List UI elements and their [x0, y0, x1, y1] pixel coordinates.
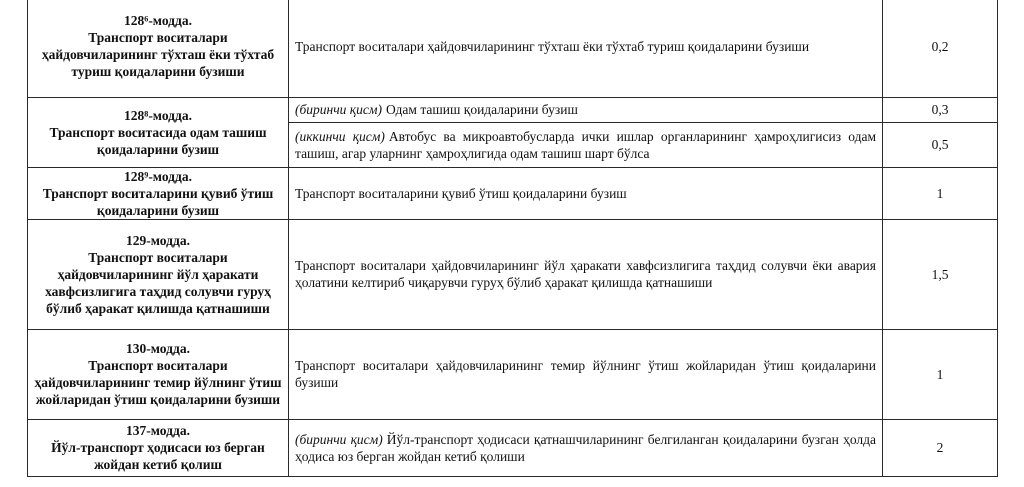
- article-name: Транспорт воситасида одам ташиш қоидаларини бузиш: [49, 124, 267, 157]
- description-text: Транспорт воситалари ҳайдовчиларининг тўхташ ёки тўхтаб туриш қоидаларини бузиши: [295, 38, 810, 54]
- table-row: [28, 419, 998, 476]
- table-row: [28, 0, 998, 97]
- description-text: Транспорт воситалари ҳайдовчиларининг темир йўлнинг ўтиш жойларидан ўтиш қоидаларини бузиши: [295, 358, 876, 390]
- coefficient-cell: [883, 219, 998, 329]
- article-title: 128⁹-модда.: [124, 168, 192, 184]
- coefficient-cell: [883, 419, 998, 476]
- article-name: Транспорт воситалари ҳайдовчиларининг темир йўлнинг ўтиш жойларидан ўтиш қоидаларини бузиши: [34, 358, 282, 407]
- table-row: [28, 329, 998, 419]
- description-text: Автобус ва микроавтобусларда ички ишлар органларининг ҳамроҳлигисиз одам ташиш, агар уларнинг ҳамроҳлигида одам ташиш шарт бўлса: [295, 128, 876, 161]
- article-title: 130-модда.: [126, 341, 190, 356]
- table-row: [28, 219, 998, 329]
- coefficient-value: 2: [936, 440, 944, 455]
- coefficient-cell: [883, 122, 998, 167]
- article-name: Транспорт воситалари ҳайдовчиларининг йўл ҳаракати хавфсизлигига таҳдид солувчи гуруҳ бўлиб ҳаракат қилишда қатнашиши: [45, 249, 271, 316]
- article-cell: [28, 219, 289, 329]
- coefficient-cell: [883, 97, 998, 122]
- article-title: 128⁶-модда.: [124, 13, 192, 29]
- coefficient-value: 0,2: [931, 38, 949, 54]
- description-cell: [289, 167, 883, 219]
- part-label: (биринчи қисм): [295, 102, 382, 117]
- article-cell: [28, 419, 289, 476]
- table-row: [28, 167, 998, 219]
- coefficient-value: 1: [936, 185, 944, 201]
- description-text: Йўл-транспорт ҳодисаси қатнашчиларининг белгиланган қоидаларини бузган ҳолда ҳодиса юз берган жойдан кетиб қолиши: [295, 431, 876, 464]
- coefficient-value: 0,5: [931, 137, 949, 152]
- article-cell: [28, 329, 289, 419]
- part-label: (биринчи қисм): [295, 431, 383, 447]
- description-cell: [289, 97, 883, 122]
- part-label: (иккинчи қисм): [295, 128, 385, 144]
- description-cell: [289, 329, 883, 419]
- description-text: Транспорт воситаларини қувиб ўтиш қоидаларини бузиш: [295, 185, 627, 201]
- description-text: Транспорт воситалари ҳайдовчиларининг йўл ҳаракати хавфсизлигига таҳдид солувчи ёки авария ҳолатини келтириб чиқарувчи гуруҳ бўлиб ҳаракат қилишда қатнашиши: [295, 258, 876, 290]
- description-cell: [289, 122, 883, 167]
- description-cell: [289, 219, 883, 329]
- article-name: Йўл-транспорт ҳодисаси юз берган жойдан кетиб қолиш: [51, 440, 265, 472]
- coefficient-value: 1,5: [931, 266, 949, 282]
- article-cell: [28, 167, 289, 219]
- article-name: Транспорт воситаларини қувиб ўтиш қоидаларини бузиш: [42, 185, 274, 218]
- article-name: Транспорт воситалари ҳайдовчиларининг тўхташ ёки тўхтаб туриш қоидаларини бузиши: [41, 30, 275, 80]
- coefficient-cell: [883, 0, 998, 97]
- description-cell: [289, 419, 883, 476]
- article-cell: [28, 0, 289, 97]
- article-title: 128⁸-модда.: [124, 107, 192, 123]
- article-cell: [28, 97, 289, 167]
- coefficient-value: 1: [936, 366, 944, 382]
- description-text: Одам ташиш қоидаларини бузиш: [385, 102, 578, 117]
- article-title: 129-модда.: [126, 232, 190, 248]
- article-title: 137-модда.: [126, 423, 190, 438]
- penalty-table: [27, 0, 998, 477]
- coefficient-cell: [883, 329, 998, 419]
- coefficient-value: 0,3: [931, 102, 949, 117]
- table-row: [28, 97, 998, 122]
- coefficient-cell: [883, 167, 998, 219]
- description-cell: [289, 0, 883, 97]
